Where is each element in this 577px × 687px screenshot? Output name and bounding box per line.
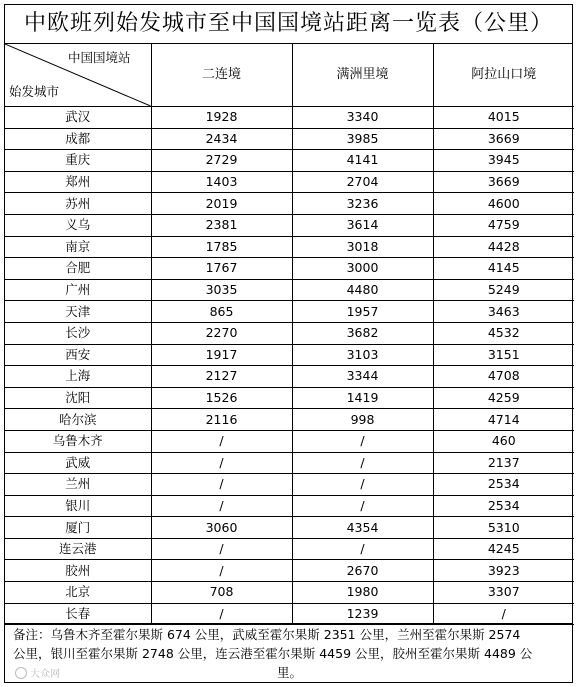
header-row xyxy=(5,44,574,107)
table-row xyxy=(5,214,574,236)
table-row xyxy=(5,366,574,388)
erlian-distance-cell: 1917 xyxy=(151,344,292,366)
alashankou-distance-cell: 4532 xyxy=(433,322,574,344)
erlian-distance-cell: / xyxy=(151,430,292,452)
manzhouli-distance-cell: 3018 xyxy=(292,236,433,258)
diagonal-header-cell xyxy=(5,44,151,107)
erlian-distance-cell: / xyxy=(151,452,292,474)
table-row xyxy=(5,430,574,452)
table-row xyxy=(5,474,574,496)
alashankou-distance-cell: 2534 xyxy=(433,474,574,496)
city-cell: 连云港 xyxy=(5,538,151,560)
table-row xyxy=(5,387,574,409)
table-row xyxy=(5,150,574,172)
erlian-distance-cell: / xyxy=(151,474,292,496)
alashankou-distance-cell: 4759 xyxy=(433,214,574,236)
alashankou-distance-cell: 4714 xyxy=(433,409,574,431)
table-row xyxy=(5,279,574,301)
header-border-station-label: 中国国境站 xyxy=(67,50,131,65)
alashankou-distance-cell: 3463 xyxy=(433,301,574,323)
erlian-distance-cell: 1403 xyxy=(151,171,292,193)
erlian-distance-cell: 2127 xyxy=(151,366,292,388)
table-row xyxy=(5,128,574,150)
erlian-distance-cell: 2019 xyxy=(151,193,292,215)
manzhouli-distance-cell: 3340 xyxy=(292,107,433,129)
alashankou-distance-cell: 4245 xyxy=(433,538,574,560)
erlian-distance-cell: 2116 xyxy=(151,409,292,431)
city-cell: 长春 xyxy=(5,603,151,625)
table-row xyxy=(5,409,574,431)
manzhouli-distance-cell: / xyxy=(292,495,433,517)
alashankou-distance-cell: 3945 xyxy=(433,150,574,172)
manzhouli-distance-cell: 2670 xyxy=(292,560,433,582)
alashankou-distance-cell: 4015 xyxy=(433,107,574,129)
city-cell: 厦门 xyxy=(5,517,151,539)
watermark xyxy=(15,665,60,680)
manzhouli-distance-cell: 1957 xyxy=(292,301,433,323)
erlian-distance-cell: / xyxy=(151,603,292,625)
erlian-distance-cell: 2434 xyxy=(151,128,292,150)
city-cell: 武威 xyxy=(5,452,151,474)
alashankou-distance-cell: 4145 xyxy=(433,258,574,280)
erlian-distance-cell: / xyxy=(151,560,292,582)
alashankou-distance-cell: 4428 xyxy=(433,236,574,258)
alashankou-distance-cell: 4708 xyxy=(433,366,574,388)
table-row xyxy=(5,560,574,582)
footnote-line-3: 里。 xyxy=(276,665,302,680)
table-row xyxy=(5,517,574,539)
manzhouli-distance-cell: / xyxy=(292,430,433,452)
alashankou-distance-cell: 460 xyxy=(433,430,574,452)
alashankou-distance-cell: 3151 xyxy=(433,344,574,366)
city-cell: 沈阳 xyxy=(5,387,151,409)
manzhouli-distance-cell: 1419 xyxy=(292,387,433,409)
watermark-logo-icon xyxy=(15,667,27,679)
city-cell: 重庆 xyxy=(5,150,151,172)
erlian-distance-cell: / xyxy=(151,538,292,560)
city-cell: 郑州 xyxy=(5,171,151,193)
city-cell: 哈尔滨 xyxy=(5,409,151,431)
table-row xyxy=(5,495,574,517)
erlian-distance-cell: 1767 xyxy=(151,258,292,280)
alashankou-distance-cell: 3669 xyxy=(433,171,574,193)
manzhouli-distance-cell: 4480 xyxy=(292,279,433,301)
erlian-distance-cell: 1526 xyxy=(151,387,292,409)
alashankou-distance-cell: / xyxy=(433,603,574,625)
table-row xyxy=(5,193,574,215)
table-row xyxy=(5,582,574,604)
city-cell: 天津 xyxy=(5,301,151,323)
city-cell: 上海 xyxy=(5,366,151,388)
city-cell: 长沙 xyxy=(5,322,151,344)
erlian-distance-cell: / xyxy=(151,495,292,517)
table-row xyxy=(5,538,574,560)
city-cell: 苏州 xyxy=(5,193,151,215)
erlian-distance-cell: 3060 xyxy=(151,517,292,539)
erlian-distance-cell: 1928 xyxy=(151,107,292,129)
city-cell: 合肥 xyxy=(5,258,151,280)
manzhouli-distance-cell: 4354 xyxy=(292,517,433,539)
manzhouli-distance-cell: 1239 xyxy=(292,603,433,625)
manzhouli-distance-cell: 3236 xyxy=(292,193,433,215)
footnote-line-1: 备注：乌鲁木齐至霍尔果斯 674 公里，武威至霍尔果斯 2351 公里，兰州至霍尔果斯 2574 xyxy=(13,627,521,642)
table-row xyxy=(5,322,574,344)
table-title: 中欧班列始发城市至中国国境站距离一览表（公里） xyxy=(5,5,572,44)
alashankou-distance-cell: 3669 xyxy=(433,128,574,150)
erlian-distance-cell: 1785 xyxy=(151,236,292,258)
distance-table-sheet xyxy=(4,4,573,683)
footnote xyxy=(5,623,572,682)
manzhouli-distance-cell: 2704 xyxy=(292,171,433,193)
table-row xyxy=(5,603,574,625)
alashankou-distance-cell: 4259 xyxy=(433,387,574,409)
column-header-manzhouli: 满洲里境 xyxy=(292,44,433,107)
manzhouli-distance-cell: 3103 xyxy=(292,344,433,366)
footnote-line-2: 公里，银川至霍尔果斯 2748 公里，连云港至霍尔果斯 4459 公里，胶州至霍尔果斯 4489 公 xyxy=(13,646,533,661)
table-row xyxy=(5,258,574,280)
erlian-distance-cell: 708 xyxy=(151,582,292,604)
erlian-distance-cell: 2729 xyxy=(151,150,292,172)
manzhouli-distance-cell: 3985 xyxy=(292,128,433,150)
manzhouli-distance-cell: 3344 xyxy=(292,366,433,388)
table-row xyxy=(5,107,574,129)
alashankou-distance-cell: 5249 xyxy=(433,279,574,301)
city-cell: 兰州 xyxy=(5,474,151,496)
manzhouli-distance-cell: 4141 xyxy=(292,150,433,172)
alashankou-distance-cell: 3307 xyxy=(433,582,574,604)
manzhouli-distance-cell: 3614 xyxy=(292,214,433,236)
city-cell: 义乌 xyxy=(5,214,151,236)
manzhouli-distance-cell: 3682 xyxy=(292,322,433,344)
city-cell: 广州 xyxy=(5,279,151,301)
city-cell: 乌鲁木齐 xyxy=(5,430,151,452)
table-row xyxy=(5,301,574,323)
manzhouli-distance-cell: 1980 xyxy=(292,582,433,604)
city-cell: 北京 xyxy=(5,582,151,604)
manzhouli-distance-cell: / xyxy=(292,474,433,496)
manzhouli-distance-cell: 3000 xyxy=(292,258,433,280)
city-cell: 胶州 xyxy=(5,560,151,582)
alashankou-distance-cell: 2534 xyxy=(433,495,574,517)
header-origin-city-label: 始发城市 xyxy=(9,84,60,99)
city-cell: 西安 xyxy=(5,344,151,366)
manzhouli-distance-cell: / xyxy=(292,538,433,560)
erlian-distance-cell: 2270 xyxy=(151,322,292,344)
alashankou-distance-cell: 2137 xyxy=(433,452,574,474)
table-row xyxy=(5,236,574,258)
erlian-distance-cell: 865 xyxy=(151,301,292,323)
distance-table xyxy=(5,44,574,625)
manzhouli-distance-cell: 998 xyxy=(292,409,433,431)
alashankou-distance-cell: 4600 xyxy=(433,193,574,215)
city-cell: 南京 xyxy=(5,236,151,258)
watermark-text: 大众网 xyxy=(30,669,60,680)
table-row xyxy=(5,344,574,366)
alashankou-distance-cell: 5310 xyxy=(433,517,574,539)
city-cell: 武汉 xyxy=(5,107,151,129)
table-row xyxy=(5,171,574,193)
city-cell: 成都 xyxy=(5,128,151,150)
erlian-distance-cell: 3035 xyxy=(151,279,292,301)
column-header-alashankou: 阿拉山口境 xyxy=(433,44,574,107)
alashankou-distance-cell: 3923 xyxy=(433,560,574,582)
city-cell: 银川 xyxy=(5,495,151,517)
erlian-distance-cell: 2381 xyxy=(151,214,292,236)
table-row xyxy=(5,452,574,474)
manzhouli-distance-cell: / xyxy=(292,452,433,474)
column-header-erlian: 二连境 xyxy=(151,44,292,107)
